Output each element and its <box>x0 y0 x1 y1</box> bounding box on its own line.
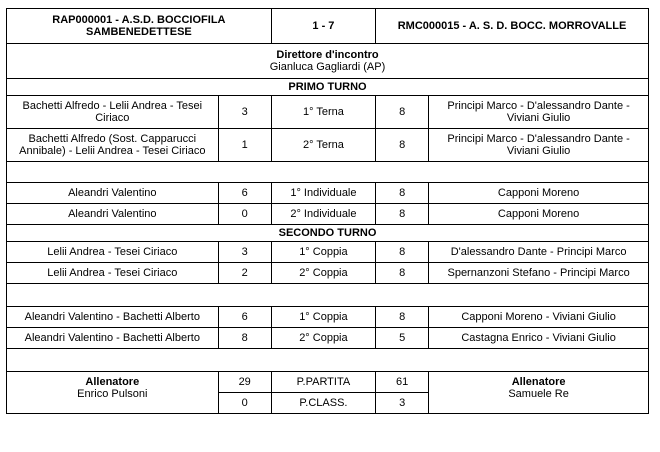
home-coach-label: Allenatore <box>85 376 140 388</box>
table-row <box>7 307 649 328</box>
table-row <box>7 183 649 204</box>
away-score: 8 <box>376 183 429 204</box>
event-label: 1° Coppia <box>271 307 375 328</box>
away-points-class: 3 <box>376 393 429 414</box>
table-row <box>7 96 649 129</box>
home-players: Bachetti Alfredo (Sost. Capparucci Annibale) - Lelii Andrea - Tesei Ciriaco <box>7 129 219 162</box>
away-score: 8 <box>376 96 429 129</box>
home-players: Lelii Andrea - Tesei Ciriaco <box>7 242 219 263</box>
away-players: D'alessandro Dante - Principi Marco <box>429 242 649 263</box>
event-label: 2° Terna <box>271 129 375 162</box>
home-score: 3 <box>218 96 271 129</box>
spacer-cell <box>7 162 649 183</box>
away-coach-name: Samuele Re <box>508 388 569 400</box>
away-players: Capponi Moreno <box>429 204 649 225</box>
event-label: 1° Terna <box>271 96 375 129</box>
match-report-table <box>6 8 649 414</box>
away-coach-cell <box>429 372 649 414</box>
home-players: Bachetti Alfredo - Lelii Andrea - Tesei Ciriaco <box>7 96 219 129</box>
director-cell <box>7 44 649 79</box>
director-name: Gianluca Gagliardi (AP) <box>269 61 386 73</box>
away-players: Principi Marco - D'alessandro Dante - Viviani Giulio <box>429 129 649 162</box>
away-players: Principi Marco - D'alessandro Dante - Viviani Giulio <box>429 96 649 129</box>
home-score: 3 <box>218 242 271 263</box>
table-row <box>7 263 649 284</box>
event-label: 1° Individuale <box>271 183 375 204</box>
away-score: 5 <box>376 328 429 349</box>
spacer-cell <box>7 284 649 307</box>
director-row <box>7 44 649 79</box>
away-score: 8 <box>376 204 429 225</box>
away-score: 8 <box>376 263 429 284</box>
director-label: Direttore d'incontro <box>276 49 379 61</box>
turn-title: SECONDO TURNO <box>7 225 649 242</box>
points-partita-label: P.PARTITA <box>271 372 375 393</box>
away-players: Capponi Moreno - Viviani Giulio <box>429 307 649 328</box>
home-coach-name: Enrico Pulsoni <box>77 388 148 400</box>
home-points-class: 0 <box>218 393 271 414</box>
away-players: Capponi Moreno <box>429 183 649 204</box>
home-players: Aleandri Valentino <box>7 183 219 204</box>
points-class-label: P.CLASS. <box>271 393 375 414</box>
table-row <box>7 129 649 162</box>
home-players: Aleandri Valentino - Bachetti Alberto <box>7 307 219 328</box>
match-score: 1 - 7 <box>271 9 375 44</box>
turn-title-row <box>7 225 649 242</box>
away-coach-label: Allenatore <box>511 376 566 388</box>
home-score: 8 <box>218 328 271 349</box>
footer-row-partita <box>7 372 649 393</box>
turn-title-row <box>7 79 649 96</box>
home-score: 0 <box>218 204 271 225</box>
spacer-row <box>7 349 649 372</box>
event-label: 1° Coppia <box>271 242 375 263</box>
home-score: 6 <box>218 183 271 204</box>
event-label: 2° Individuale <box>271 204 375 225</box>
home-team: RAP000001 - A.S.D. BOCCIOFILA SAMBENEDETTESE <box>7 9 272 44</box>
away-players: Castagna Enrico - Viviani Giulio <box>429 328 649 349</box>
home-coach-cell <box>7 372 219 414</box>
table-row <box>7 204 649 225</box>
spacer-row <box>7 162 649 183</box>
away-score: 8 <box>376 307 429 328</box>
event-label: 2° Coppia <box>271 263 375 284</box>
event-label: 2° Coppia <box>271 328 375 349</box>
home-score: 1 <box>218 129 271 162</box>
table-row <box>7 328 649 349</box>
away-score: 8 <box>376 129 429 162</box>
away-players: Spernanzoni Stefano - Principi Marco <box>429 263 649 284</box>
home-players: Aleandri Valentino <box>7 204 219 225</box>
turn-title: PRIMO TURNO <box>7 79 649 96</box>
away-score: 8 <box>376 242 429 263</box>
away-team: RMC000015 - A. S. D. BOCC. MORROVALLE <box>376 9 649 44</box>
table-row <box>7 242 649 263</box>
home-score: 6 <box>218 307 271 328</box>
spacer-row <box>7 284 649 307</box>
home-score: 2 <box>218 263 271 284</box>
home-players: Aleandri Valentino - Bachetti Alberto <box>7 328 219 349</box>
spacer-cell <box>7 349 649 372</box>
away-points-partita: 61 <box>376 372 429 393</box>
home-players: Lelii Andrea - Tesei Ciriaco <box>7 263 219 284</box>
header-row <box>7 9 649 44</box>
home-points-partita: 29 <box>218 372 271 393</box>
